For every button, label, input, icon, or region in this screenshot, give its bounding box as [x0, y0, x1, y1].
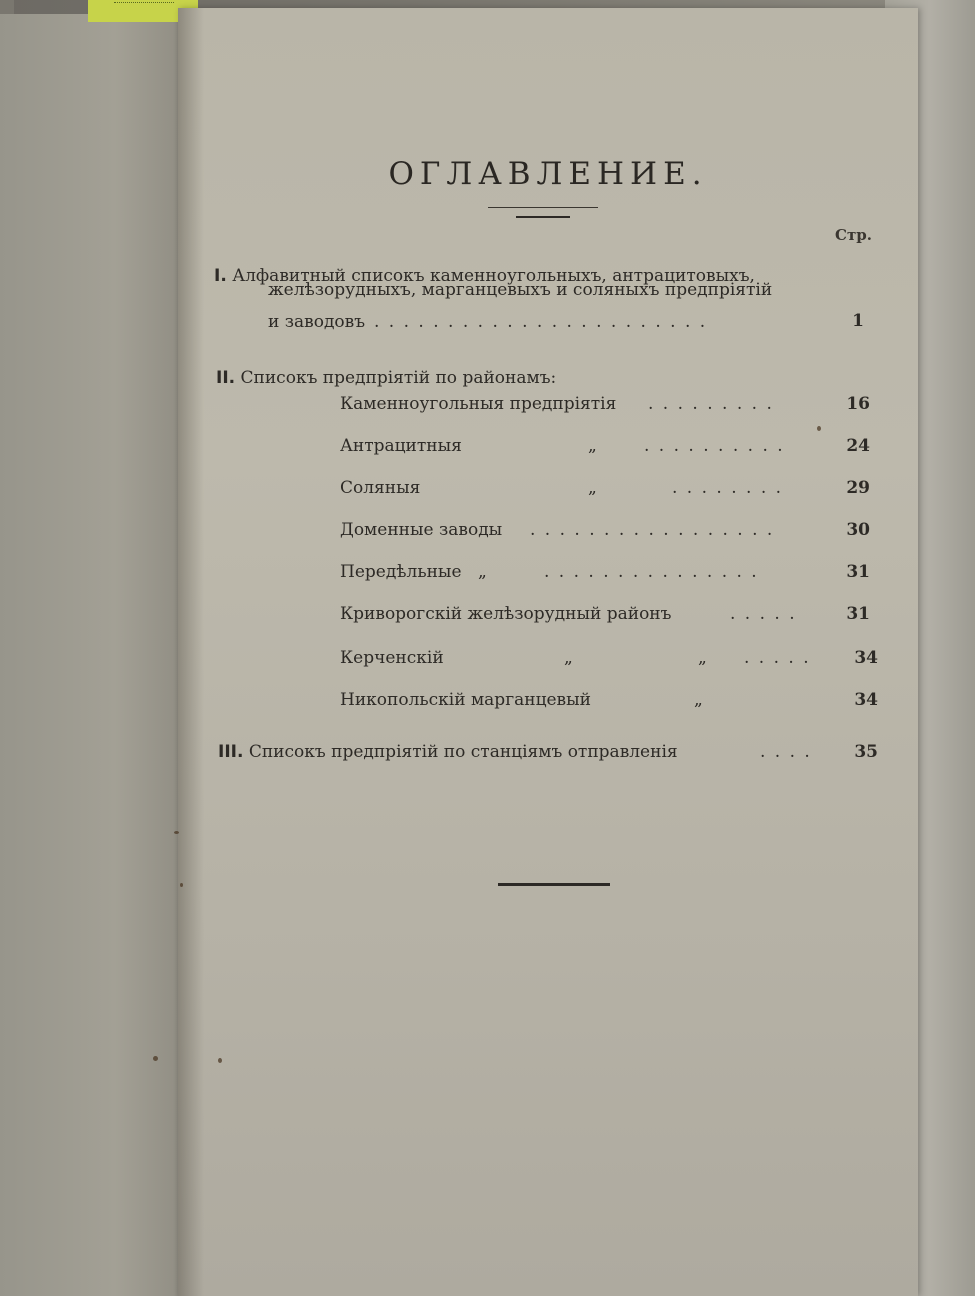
contents-page — [178, 8, 918, 1296]
section-3-roman: III. — [218, 742, 244, 762]
page-column-label: Стр. — [835, 226, 872, 244]
paper-stain — [218, 1058, 222, 1063]
entry-page: 16 — [846, 394, 870, 414]
entry-page: 34 — [854, 648, 878, 668]
section-2-heading — [216, 368, 556, 388]
leader-dots: . . . . — [760, 742, 812, 762]
ditto-mark: „ — [694, 690, 703, 710]
section-3-line — [218, 742, 678, 762]
entry-page: 30 — [846, 520, 870, 540]
entry-page: 34 — [854, 690, 878, 710]
section-3-text: Списокъ предпріятій по станціямъ отправленія — [248, 742, 678, 762]
leader-dots: . . . . . . . . . . . . . . . . . . . . . . . — [374, 312, 708, 332]
left-page — [0, 14, 192, 1296]
section-2-roman: II. — [216, 368, 236, 388]
leader-dots: . . . . . . . . . — [648, 394, 774, 414]
paper-stain — [174, 831, 179, 834]
ditto-mark: „ — [564, 648, 573, 668]
paper-stain — [153, 1056, 158, 1061]
section-1-line-2: желѣзорудныхъ, марганцевыхъ и соляныхъ предпріятій — [268, 280, 773, 300]
entry-page: 24 — [846, 436, 870, 456]
section-1-page: 1 — [852, 311, 864, 331]
tab-marking — [114, 2, 174, 17]
entry-label: Антрацитныя — [340, 436, 462, 456]
leader-dots: . . . . . . . . . . — [644, 436, 785, 456]
paper-stain — [180, 883, 183, 887]
page-title: ОГЛАВЛЕНИЕ. — [388, 156, 708, 192]
title-rule-thick — [516, 216, 570, 218]
leader-dots: . . . . . . . . . . . . . . . . . — [530, 520, 775, 540]
entry-label: Доменные заводы — [340, 520, 503, 540]
section-1-text-1: Алфавитный списокъ каменноугольныхъ, антрацитовыхъ, — [232, 266, 755, 286]
ditto-mark: „ — [588, 478, 597, 498]
entry-label: Никопольскій марганцевый — [340, 690, 591, 710]
ditto-mark: „ — [478, 562, 487, 582]
section-3-page: 35 — [854, 742, 878, 762]
entry-label: Соляныя — [340, 478, 421, 498]
ditto-mark: „ — [588, 436, 597, 456]
entry-label: Передѣльные — [340, 562, 462, 582]
leader-dots: . . . . . — [730, 604, 797, 624]
entry-page: 29 — [846, 478, 870, 498]
bottom-rule — [498, 883, 610, 886]
entry-label: Каменноугольныя предпріятія — [340, 394, 617, 414]
paper-stain — [817, 426, 821, 431]
entry-page: 31 — [846, 604, 870, 624]
entry-label: Керченскій — [340, 648, 444, 668]
section-2-text: Списокъ предпріятій по районамъ: — [240, 368, 557, 388]
entry-label: Криворогскій желѣзорудный районъ — [340, 604, 672, 624]
section-1-roman: I. — [214, 266, 227, 286]
section-1-line-3: и заводовъ — [268, 312, 366, 332]
page-gutter-shadow — [178, 8, 204, 1296]
title-rule-thin — [488, 207, 598, 208]
leader-dots: . . . . . . . . . . . . . . . — [544, 562, 759, 582]
ditto-mark: „ — [698, 648, 707, 668]
entry-page: 31 — [846, 562, 870, 582]
leader-dots: . . . . . . . . — [672, 478, 784, 498]
leader-dots: . . . . . — [744, 648, 811, 668]
